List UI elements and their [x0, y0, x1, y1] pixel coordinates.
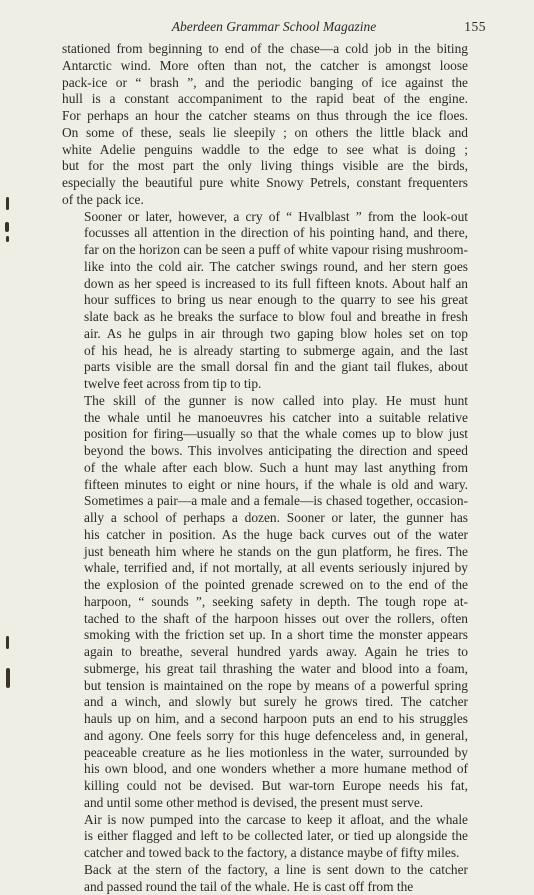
- text-line: beyond the bows. This involves anticipating the direction and speed: [62, 443, 468, 460]
- text-line: of his head, he is already starting to submerge again, and the last: [62, 343, 468, 360]
- text-line: hauls up on him, and a second harpoon puts an end to his struggles: [62, 711, 468, 728]
- text-line: stationed from beginning to end of the chase—a cold job in the biting: [62, 41, 468, 58]
- text-line: especially the beautiful pure white Snowy Petrels, constant frequenters: [62, 175, 468, 192]
- text-line: the whale until he manoeuvres his catcher into a suitable relative: [62, 410, 468, 427]
- paragraph: [62, 41, 468, 209]
- text-line: hour suffices to bring us near enough to the quarry to see his great: [62, 292, 468, 309]
- text-line: parts visible are the small dorsal fin and the giant tail flukes, about: [62, 359, 468, 376]
- text-line: and a winch, and slowly but surely he grows tired. The catcher: [62, 694, 468, 711]
- article-body: [62, 41, 468, 895]
- text-line: whale, terrified and, if not mortally, at all events seriously injured by: [62, 560, 468, 577]
- text-line: like into the cold air. The catcher swings round, and her stern goes: [62, 259, 468, 276]
- text-line: catcher and towed back to the factory, a distance maybe of fifty miles.: [62, 845, 468, 862]
- text-line: again to breathe, several hundred yards away. Again he tries to: [62, 644, 468, 661]
- running-title: Aberdeen Grammar School Magazine: [62, 16, 486, 38]
- text-line: pack-ice or “ brash ”, and the periodic banging of ice against the: [62, 75, 468, 92]
- text-line: the explosion of the pointed grenade screwed on to the end of the: [62, 577, 468, 594]
- text-line: Sometimes a pair—a male and a female—is chased together, occasion-: [62, 493, 468, 510]
- text-line: Air is now pumped into the carcase to keep it afloat, and the whale: [62, 812, 468, 829]
- text-line: just beneath him where he stands on the gun platform, he fires. The: [62, 544, 468, 561]
- text-line: peaceable creature as he lies motionless in the water, surrounded by: [62, 745, 468, 762]
- text-line: tached to the shaft of the harpoon hisses out over the rollers, often: [62, 611, 468, 628]
- paragraph: [62, 812, 468, 862]
- text-line: submerge, his great tail thrashing the water and blood into a foam,: [62, 661, 468, 678]
- text-line: is either flagged and left to be collected later, or tied up alongside the: [62, 828, 468, 845]
- text-line: smoking with the friction set up. In a short time the monster appears: [62, 627, 468, 644]
- text-line: position for firing—usually so that the whale comes up to blow just: [62, 426, 468, 443]
- margin-mark: [6, 197, 9, 210]
- margin-mark: [6, 236, 9, 242]
- text-line: On some of these, seals lie sleepily ; on others the little black and: [62, 125, 468, 142]
- text-line: and passed round the tail of the whale. He is cast off from the: [62, 879, 468, 895]
- text-line: The skill of the gunner is now called into play. He must hunt: [62, 393, 468, 410]
- text-line: Antarctic wind. More often than not, the catcher is amongst loose: [62, 58, 468, 75]
- text-line: air. As he gulps in air through two gaping blow holes set on top: [62, 326, 468, 343]
- text-line: his catcher in position. As the huge back curves out of the water: [62, 527, 468, 544]
- margin-mark: [6, 668, 10, 688]
- margin-mark: [5, 222, 9, 232]
- paragraph: [62, 393, 468, 812]
- text-line: killing could not be devised. But war-torn Europe needs his fat,: [62, 778, 468, 795]
- text-line: fifteen minutes to eight or nine hours, if the whale is old and wary.: [62, 477, 468, 494]
- text-line: focusses all attention in the direction of his pointing hand, and there,: [62, 225, 468, 242]
- text-line: ally a school of perhaps a dozen. Sooner or later, the gunner has: [62, 510, 468, 527]
- page-number: 155: [464, 16, 486, 38]
- paragraph: [62, 209, 468, 393]
- text-line: but for the most part the only living things visible are the birds,: [62, 158, 468, 175]
- text-line: Sooner or later, however, a cry of “ Hvalblast ” from the look-out: [62, 209, 468, 226]
- text-line: his own blood, and one wonders whether a more humane method of: [62, 761, 468, 778]
- text-line: twelve feet across from tip to tip.: [62, 376, 468, 393]
- text-line: far on the horizon can be seen a puff of white vapour rising mushroom-: [62, 242, 468, 259]
- text-line: and agony. One feels sorry for this huge defenceless and, in general,: [62, 728, 468, 745]
- margin-mark: [6, 636, 9, 649]
- text-line: hull is a constant accompaniment to the rapid beat of the engine.: [62, 91, 468, 108]
- paragraph: [62, 862, 468, 895]
- text-line: of the whale after each blow. Such a hunt may last anything from: [62, 460, 468, 477]
- text-line: down as her speed is increased to its full fifteen knots. About half an: [62, 276, 468, 293]
- page-header: [62, 16, 486, 38]
- text-line: For perhaps an hour the catcher steams on thus through the ice floes.: [62, 108, 468, 125]
- text-line: white Adelie penguins waddle to the edge to see what is doing ;: [62, 142, 468, 159]
- text-line: of the pack ice.: [62, 192, 468, 209]
- text-line: and until some other method is devised, the present must serve.: [62, 795, 468, 812]
- text-line: slate back as he breaks the surface to blow foul and breathe in fresh: [62, 309, 468, 326]
- text-line: harpoon, “ sounds ”, seeking safety in depth. The tough rope at-: [62, 594, 468, 611]
- text-line: Back at the stern of the factory, a line is sent down to the catcher: [62, 862, 468, 879]
- text-line: but tension is maintained on the rope by means of a powerful spring: [62, 678, 468, 695]
